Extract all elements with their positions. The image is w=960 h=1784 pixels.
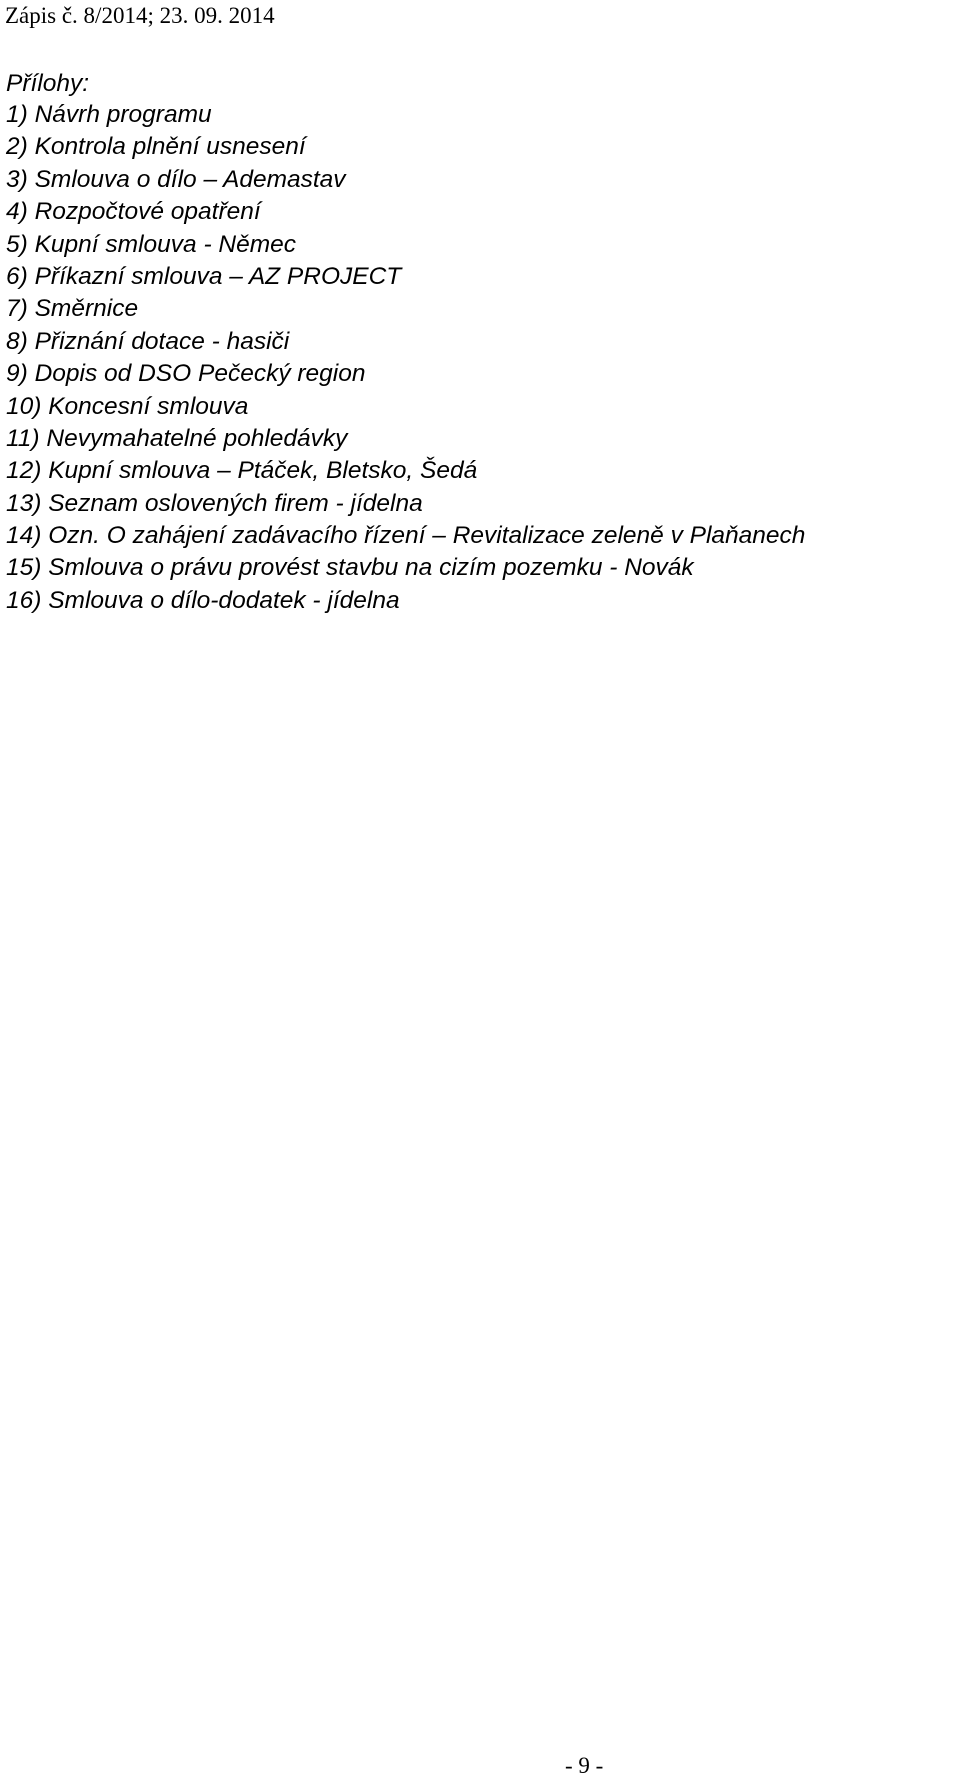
attachment-item: 12) Kupní smlouva – Ptáček, Bletsko, Šedá (6, 457, 478, 485)
attachment-item: 4) Rozpočtové opatření (6, 198, 261, 226)
document-header: Zápis č. 8/2014; 23. 09. 2014 (5, 3, 275, 28)
page-number: - 9 - (565, 1753, 604, 1778)
attachments-heading: Přílohy: (6, 70, 90, 97)
attachment-item: 3) Smlouva o dílo – Ademastav (6, 165, 346, 193)
attachment-item: 11) Nevymahatelné pohledávky (6, 424, 348, 452)
attachment-item: 9) Dopis od DSO Pečecký region (6, 360, 366, 388)
attachment-item: 13) Seznam oslovených firem - jídelna (6, 489, 423, 517)
attachment-item: 8) Přiznání dotace - hasiči (6, 327, 290, 355)
attachment-item: 16) Smlouva o dílo-dodatek - jídelna (6, 586, 400, 614)
attachments-list (6, 99, 805, 617)
attachment-item: 2) Kontrola plnění usnesení (6, 133, 306, 161)
attachment-item: 10) Koncesní smlouva (6, 392, 249, 420)
attachment-item: 7) Směrnice (6, 295, 139, 323)
attachment-item: 14) Ozn. O zahájení zadávacího řízení – Revitalizace zeleně v Plaňanech (6, 522, 806, 550)
attachment-item: 5) Kupní smlouva - Němec (6, 230, 297, 258)
attachments-section (6, 68, 805, 617)
attachment-item: 6) Příkazní smlouva – AZ PROJECT (6, 262, 402, 290)
attachment-item: 15) Smlouva o právu provést stavbu na cizím pozemku - Novák (6, 554, 694, 582)
attachment-item: 1) Návrh programu (6, 101, 212, 128)
